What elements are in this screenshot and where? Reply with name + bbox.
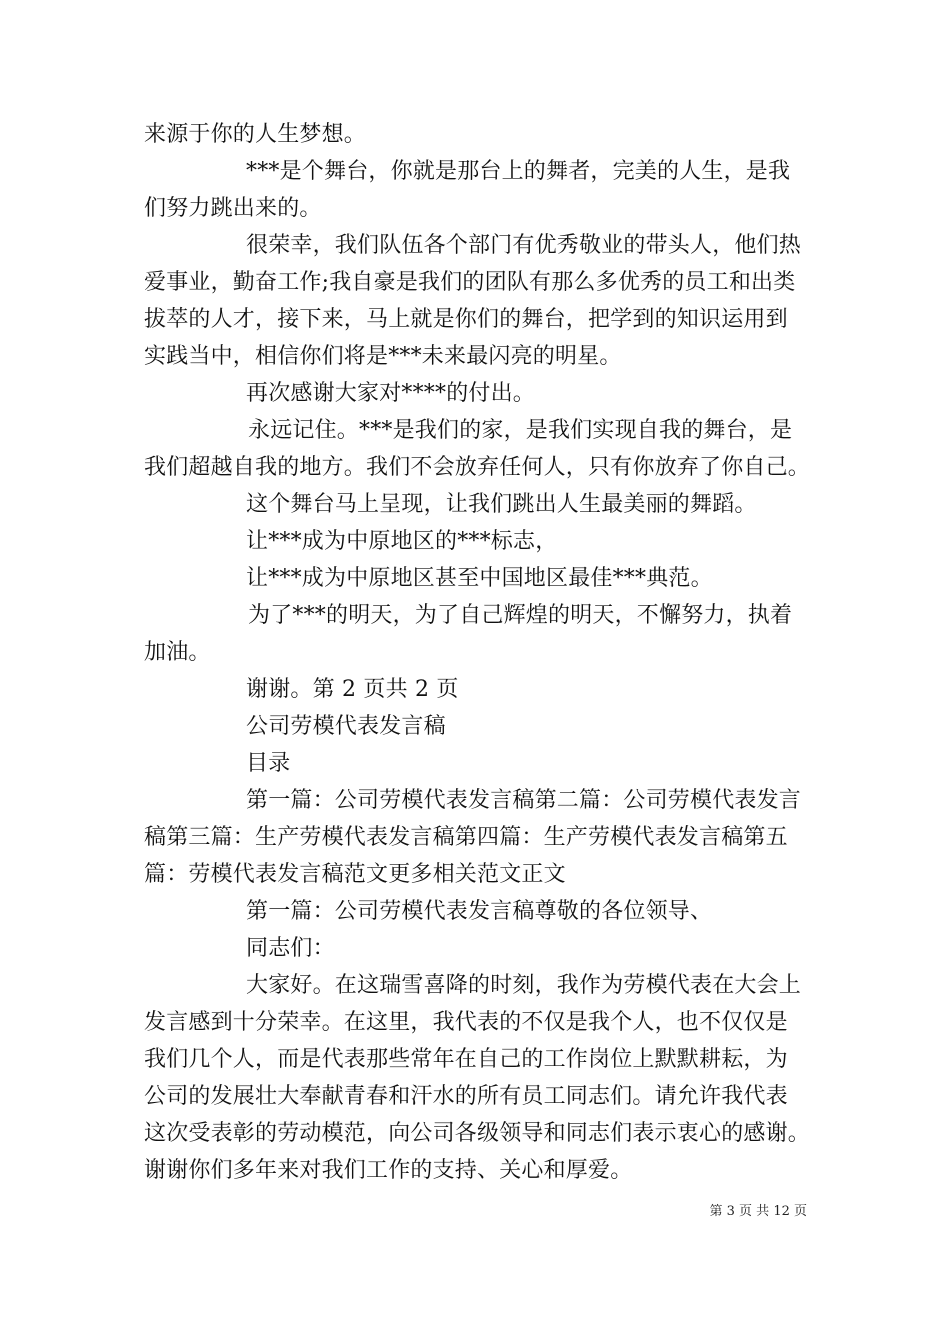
text-line: 谢谢。第 2 页共 2 页 xyxy=(246,677,459,702)
text-line: 发言感到十分荣幸。在这里，我代表的不仅是我个人，也不仅仅是 xyxy=(144,1010,788,1035)
section-title: 公司劳模代表发言稿 xyxy=(246,714,446,739)
text-line: 第一篇：公司劳模代表发言稿尊敬的各位领导、 xyxy=(246,899,713,924)
text-line: 实践当中，相信你们将是***未来最闪亮的明星。 xyxy=(144,344,622,369)
text-line: 们努力跳出来的。 xyxy=(144,196,322,221)
text-line: 很荣幸，我们队伍各个部门有优秀敬业的带头人，他们热 xyxy=(246,233,802,258)
text-line: 为了***的明天，为了自己辉煌的明天，不懈努力，执着 xyxy=(248,603,793,628)
text-line: 让***成为中原地区的***标志， xyxy=(246,529,558,554)
text-line: 大家好。在这瑞雪喜降的时刻，我作为劳模代表在大会上 xyxy=(246,973,802,998)
text-line: 拔萃的人才，接下来，马上就是你们的舞台，把学到的知识运用到 xyxy=(144,307,788,332)
text-line: ***是个舞台，你就是那台上的舞者，完美的人生，是我 xyxy=(246,159,791,184)
text-line: 再次感谢大家对****的付出。 xyxy=(246,381,536,406)
toc-line: 第一篇：公司劳模代表发言稿第二篇：公司劳模代表发言 xyxy=(246,788,802,813)
text-line: 让***成为中原地区甚至中国地区最佳***典范。 xyxy=(246,566,713,591)
text-line: 同志们： xyxy=(246,936,335,961)
text-line: 我们几个人，而是代表那些常年在自己的工作岗位上默默耕耘，为 xyxy=(144,1047,788,1072)
toc-line: 稿第三篇：生产劳模代表发言稿第四篇：生产劳模代表发言稿第五 xyxy=(144,825,788,850)
text-line: 我们超越自我的地方。我们不会放弃任何人，只有你放弃了你自己。 xyxy=(144,455,811,480)
text-line: 爱事业，勤奋工作;我自豪是我们的团队有那么多优秀的员工和出类 xyxy=(144,270,796,295)
page-number-footer: 第 3 页 共 12 页 xyxy=(709,1204,807,1219)
text-line: 这个舞台马上呈现，让我们跳出人生最美丽的舞蹈。 xyxy=(246,492,757,517)
text-line: 永远记住。***是我们的家，是我们实现自我的舞台，是 xyxy=(248,418,793,443)
text-line: 来源于你的人生梦想。 xyxy=(144,122,367,147)
text-line: 这次受表彰的劳动模范，向公司各级领导和同志们表示衷心的感谢。 xyxy=(144,1121,811,1146)
toc-heading: 目录 xyxy=(246,751,291,776)
text-line: 加油。 xyxy=(144,640,211,665)
toc-line: 篇：劳模代表发言稿范文更多相关范文正文 xyxy=(144,862,566,887)
text-line: 谢谢你们多年来对我们工作的支持、关心和厚爱。 xyxy=(144,1158,633,1183)
document-body xyxy=(144,116,811,1189)
text-line: 公司的发展壮大奉献青春和汗水的所有员工同志们。请允许我代表 xyxy=(144,1084,788,1109)
